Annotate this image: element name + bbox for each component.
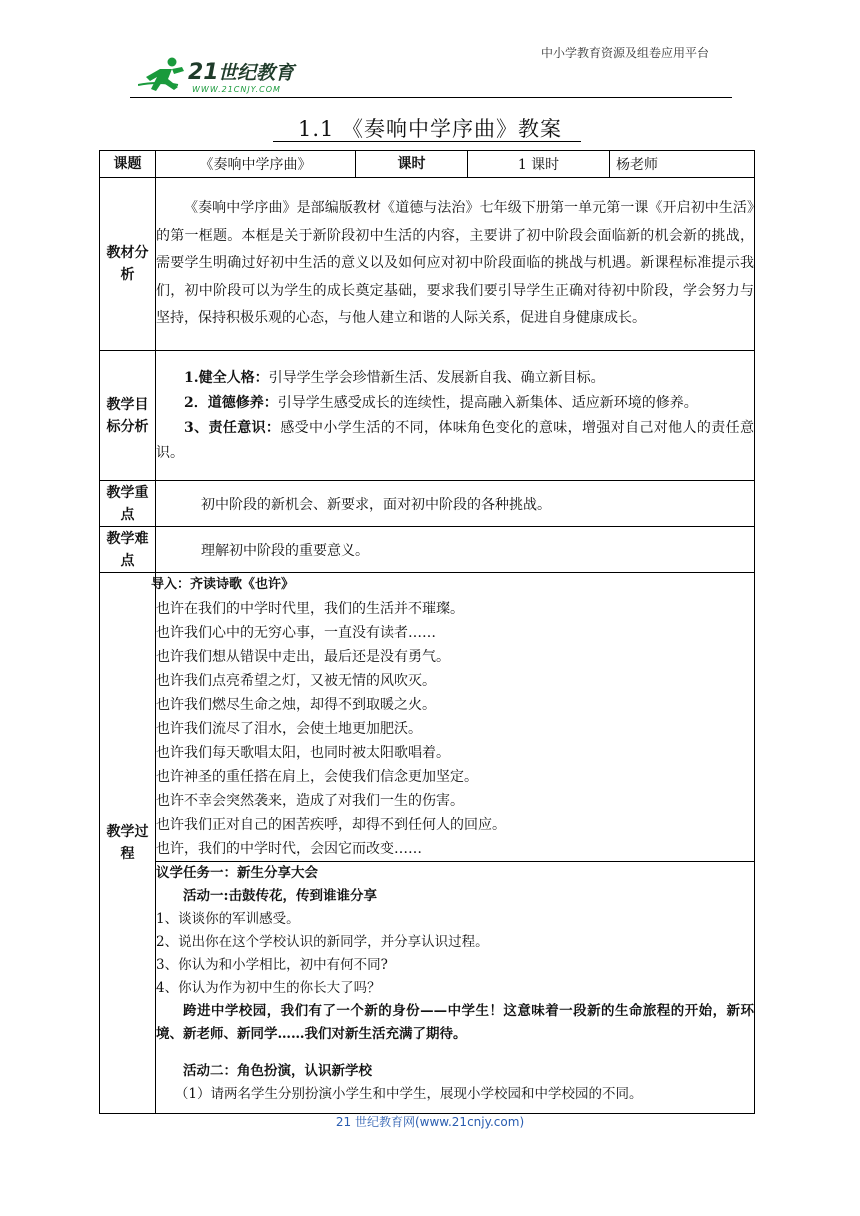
site-logo[interactable] [138,55,318,97]
poem-line: 也许我们想从错误中走出，最后还是没有勇气。 [156,649,450,665]
table-row [100,178,755,351]
goal-text: 引导学生学会珍惜新生活、发展新自我、确立新目标。 [268,369,605,386]
svg-text:21: 21 [188,60,219,85]
analysis-content [156,178,755,351]
poem-line: 也许神圣的重任搭在肩上，会使我们信念更加坚定。 [156,769,478,785]
question-item: 2、说出你在这个学校认识的新同学，并分享认识过程。 [156,934,489,950]
runner-logo-icon [138,55,318,97]
header-divider [130,97,732,98]
table-row [100,527,755,573]
poem-line: 也许我们燃尽生命之烛，却得不到取暖之火。 [156,697,436,713]
poem-line: 也许我们流尽了泪水，会使土地更加肥沃。 [156,721,422,737]
summary-text: 跨进中学校园，我们有了一个新的身份——中学生！这意味着一段新的生命旅程的开始，新环境、新老师、新同学……我们对新生活充满了期待。 [156,1003,754,1042]
activity1-heading: 活动一:击鼓传花，传到谁谁分享 [183,888,377,904]
poem-line: 也许不幸会突然袭来，造成了对我们一生的伤害。 [156,793,464,809]
question-item: 1、谈谈你的军训感受。 [156,911,300,927]
table-row [100,862,755,1114]
key-points-label [100,481,156,527]
topic-value: 《奏响中学序曲》 [156,151,356,178]
process-label [100,573,156,1114]
teacher-name: 杨老师 [610,151,755,178]
goal-text: 引导学生感受成长的连续性，提高融入新集体、适应新环境的修养。 [277,394,698,411]
difficulties-label-text: 教学难点 [106,530,149,569]
difficulties-label [100,527,156,573]
goals-content [156,351,755,481]
svg-text:世纪教育: 世纪教育 [218,62,295,84]
goal-head: 2．道德修养： [184,394,278,411]
title-underline [273,141,581,142]
poem-line: 也许我们心中的无穷心事，一直没有读者…… [156,625,436,641]
analysis-label-text: 教材分析 [106,245,149,283]
task1-heading: 议学任务一：新生分享大会 [156,865,318,881]
platform-name: 中小学教育资源及组卷应用平台 [541,46,710,60]
poem-line: 也许在我们的中学时代里，我们的生活并不璀璨。 [156,601,464,617]
hours-value: 1 课时 [468,151,610,178]
goals-label-text: 教学目标分析 [106,396,149,435]
process-label-text: 教学过程 [106,824,149,862]
task-one [156,862,755,1114]
analysis-label [100,178,156,351]
goal-item [156,416,754,466]
analysis-text: 《奏响中学序曲》是部编版教材《道德与法治》七年级下册第一单元第一课《开启初中生活》的第一框题。本框是关于新阶段初中生活的内容，主要讲了初中阶段会面临新的机会新的挑战，需要学生明确过好初中生活的意义以及如何应对初中阶段面临的挑战与机遇。新课程标准提示我们，初中阶段可以为学生的成长奠定基础，要求我们要引导学生正确对待初中阶段，学会努力与坚持，保持积极乐观的心态，与他人建立和谐的人际关系，促进自身健康成长。 [156,200,754,327]
svg-text:WWW.21CNJY.COM: WWW.21CNJY.COM [192,85,281,94]
lesson-plan-table [99,150,755,1114]
question-item: 3、你认为和小学相比，初中有何不同? [156,957,388,973]
goal-item [156,391,754,416]
goal-text: 感受中小学生活的不同，体味角色变化的意味，增强对自己对他人的责任意识。 [156,419,755,461]
key-points-text: 初中阶段的新机会、新要求，面对初中阶段的各种挑战。 [156,481,755,527]
goal-head: 1.健全人格： [184,369,269,386]
activity2-heading: 活动二：角色扮演，认识新学校 [183,1063,372,1079]
intro-heading: 导入：齐读诗歌《也许》 [151,577,295,592]
table-row [100,481,755,527]
poem-line: 也许我们正对自己的困苦疾呼，却得不到任何人的回应。 [156,817,506,833]
footer-link[interactable]: 21 世纪教育网(www.21cnjy.com) [335,1115,525,1129]
table-row [100,573,755,862]
goal-item [156,366,754,391]
intro-poem [151,573,755,862]
difficulties-text: 理解初中阶段的重要意义。 [156,527,755,573]
table-row [100,151,755,178]
hours-label: 课时 [356,151,468,178]
topic-label: 课题 [100,151,156,178]
table-row [100,351,755,481]
question-item: 4、你认为作为初中生的你长大了吗？ [156,980,381,996]
poem-line: 也许我们点亮希望之灯，又被无情的风吹灭。 [156,673,436,689]
document-title: 1.1 《奏响中学序曲》教案 [297,117,563,141]
poem-line: 也许，我们的中学时代，会因它而改变…… [156,841,422,857]
goals-label [100,351,156,481]
poem-line: 也许我们每天歌唱太阳，也同时被太阳歌唱着。 [156,745,450,761]
activity2-item: （1）请两名学生分别扮演小学生和中学生，展现小学校园和中学校园的不同。 [174,1086,643,1102]
key-points-label-text: 教学重点 [106,484,149,523]
goal-head: 3、责任意识： [184,419,281,436]
